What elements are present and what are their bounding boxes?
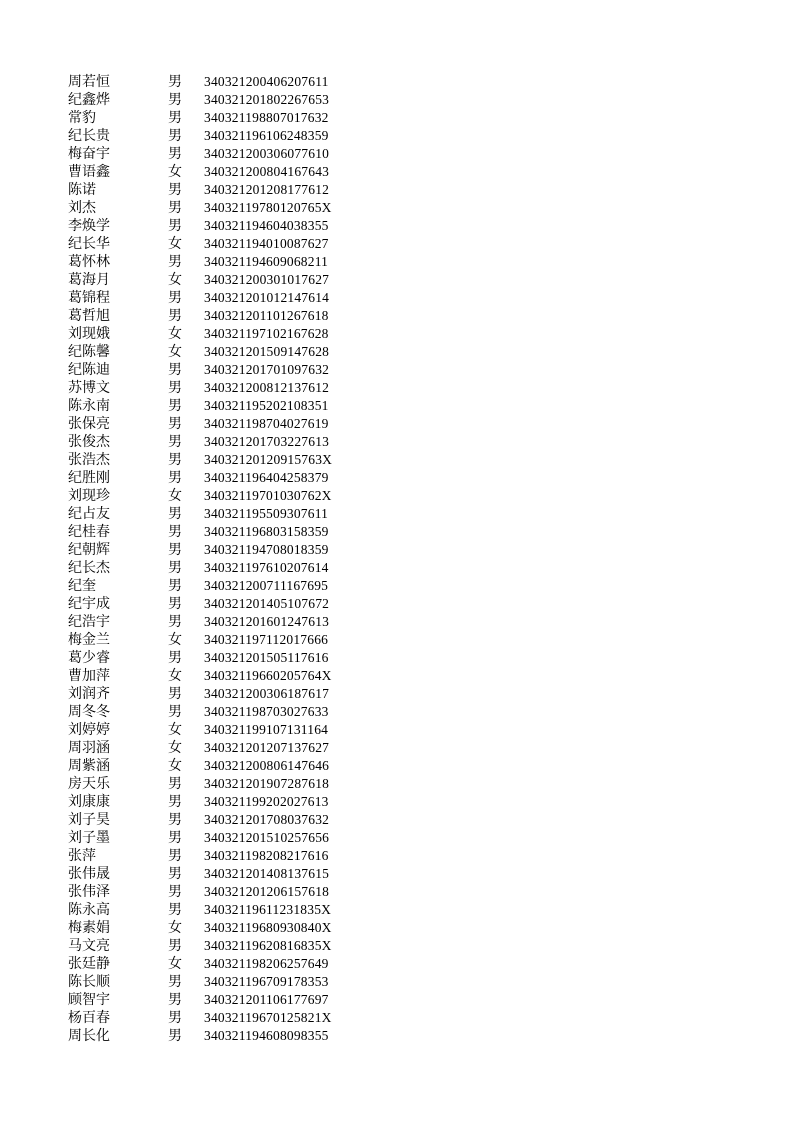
gender-cell: 女 — [168, 740, 182, 756]
gender-cell: 男 — [168, 596, 182, 612]
gender-cell: 男 — [168, 650, 182, 666]
id-number-cell: 340321195202108351 — [204, 398, 329, 413]
table-row — [68, 235, 388, 253]
name-cell: 陈诺 — [68, 182, 96, 198]
name-cell: 纪陈迪 — [68, 362, 110, 378]
table-row — [68, 379, 388, 397]
table-row — [68, 397, 388, 415]
id-number-cell: 340321201207137627 — [204, 740, 330, 755]
table-row — [68, 577, 388, 595]
table-row — [68, 343, 388, 361]
id-number-cell: 340321200806147646 — [204, 758, 330, 773]
id-number-cell: 340321200301017627 — [204, 272, 330, 287]
name-cell: 刘现娥 — [68, 326, 110, 342]
name-cell: 张伟晟 — [68, 866, 110, 882]
name-cell: 刘婷婷 — [68, 722, 110, 738]
table-row — [68, 649, 388, 667]
gender-cell: 女 — [168, 326, 182, 342]
id-number-cell: 340321201106177697 — [204, 992, 329, 1007]
id-number-cell: 340321201703227613 — [204, 434, 330, 449]
gender-cell: 男 — [168, 380, 182, 396]
name-cell: 张浩杰 — [68, 452, 110, 468]
name-cell: 纪占友 — [68, 506, 110, 522]
gender-cell: 女 — [168, 236, 182, 252]
name-cell: 周紫涵 — [68, 758, 110, 774]
name-cell: 纪陈馨 — [68, 344, 110, 360]
gender-cell: 男 — [168, 200, 182, 216]
id-number-cell: 34032119611231835X — [204, 902, 332, 917]
id-number-cell: 34032119620816835X — [204, 938, 332, 953]
id-number-cell: 340321201907287618 — [204, 776, 330, 791]
name-cell: 房天乐 — [68, 776, 110, 792]
id-number-cell: 340321194608098355 — [204, 1028, 329, 1043]
gender-cell: 女 — [168, 758, 182, 774]
table-row — [68, 919, 388, 937]
table-row — [68, 73, 388, 91]
gender-cell: 男 — [168, 848, 182, 864]
id-number-cell: 340321200306187617 — [204, 686, 330, 701]
name-cell: 周长化 — [68, 1028, 110, 1044]
id-number-cell: 340321198807017632 — [204, 110, 329, 125]
name-cell: 刘子昊 — [68, 812, 110, 828]
id-number-cell: 340321200804167643 — [204, 164, 330, 179]
table-row — [68, 559, 388, 577]
table-row — [68, 253, 388, 271]
gender-cell: 男 — [168, 902, 182, 918]
table-row — [68, 883, 388, 901]
gender-cell: 男 — [168, 1010, 182, 1026]
id-number-cell: 34032119660205764X — [204, 668, 332, 683]
id-number-cell: 34032119670125821X — [204, 1010, 332, 1025]
id-number-cell: 340321196404258379 — [204, 470, 329, 485]
name-cell: 葛海月 — [68, 272, 110, 288]
id-number-cell: 340321201802267653 — [204, 92, 330, 107]
gender-cell: 男 — [168, 974, 182, 990]
gender-cell: 男 — [168, 686, 182, 702]
id-number-cell: 340321196709178353 — [204, 974, 329, 989]
gender-cell: 男 — [168, 992, 182, 1008]
id-number-cell: 34032119780120765X — [204, 200, 332, 215]
table-row — [68, 541, 388, 559]
table-row — [68, 613, 388, 631]
gender-cell: 男 — [168, 884, 182, 900]
id-number-cell: 340321201601247613 — [204, 614, 330, 629]
id-number-cell: 340321196106248359 — [204, 128, 329, 143]
table-row — [68, 775, 388, 793]
gender-cell: 男 — [168, 110, 182, 126]
name-cell: 张俊杰 — [68, 434, 110, 450]
name-cell: 纪浩宇 — [68, 614, 110, 630]
table-row — [68, 793, 388, 811]
name-cell: 纪桂春 — [68, 524, 110, 540]
id-number-cell: 340321200812137612 — [204, 380, 330, 395]
name-cell: 曹加萍 — [68, 668, 110, 684]
name-cell: 陈长顺 — [68, 974, 110, 990]
id-number-cell: 340321201101267618 — [204, 308, 329, 323]
table-row — [68, 937, 388, 955]
table-row — [68, 955, 388, 973]
gender-cell: 女 — [168, 344, 182, 360]
id-number-cell: 340321194708018359 — [204, 542, 329, 557]
table-row — [68, 991, 388, 1009]
id-number-cell: 340321196803158359 — [204, 524, 329, 539]
table-row — [68, 487, 388, 505]
name-cell: 葛怀林 — [68, 254, 110, 270]
table-row — [68, 181, 388, 199]
gender-cell: 女 — [168, 722, 182, 738]
name-cell: 李焕学 — [68, 218, 110, 234]
gender-cell: 女 — [168, 920, 182, 936]
name-cell: 纪朝辉 — [68, 542, 110, 558]
gender-cell: 男 — [168, 866, 182, 882]
table-row — [68, 721, 388, 739]
table-row — [68, 523, 388, 541]
name-cell: 张伟泽 — [68, 884, 110, 900]
id-number-cell: 340321200711167695 — [204, 578, 329, 593]
name-cell: 周若恒 — [68, 74, 110, 90]
gender-cell: 男 — [168, 830, 182, 846]
name-cell: 葛锦程 — [68, 290, 110, 306]
table-row — [68, 91, 388, 109]
gender-cell: 男 — [168, 146, 182, 162]
gender-cell: 男 — [168, 218, 182, 234]
gender-cell: 女 — [168, 488, 182, 504]
name-cell: 张萍 — [68, 848, 96, 864]
gender-cell: 男 — [168, 92, 182, 108]
gender-cell: 男 — [168, 362, 182, 378]
gender-cell: 男 — [168, 434, 182, 450]
gender-cell: 男 — [168, 542, 182, 558]
name-cell: 周羽涵 — [68, 740, 110, 756]
id-number-cell: 340321194604038355 — [204, 218, 329, 233]
name-cell: 刘润齐 — [68, 686, 110, 702]
gender-cell: 男 — [168, 128, 182, 144]
name-cell: 杨百春 — [68, 1010, 110, 1026]
table-row — [68, 271, 388, 289]
roster-table — [68, 73, 388, 1045]
name-cell: 纪长贵 — [68, 128, 110, 144]
gender-cell: 男 — [168, 308, 182, 324]
name-cell: 刘康康 — [68, 794, 110, 810]
id-number-cell: 340321195509307611 — [204, 506, 329, 521]
id-number-cell: 340321201708037632 — [204, 812, 330, 827]
id-number-cell: 340321198704027619 — [204, 416, 329, 431]
gender-cell: 男 — [168, 938, 182, 954]
gender-cell: 女 — [168, 164, 182, 180]
name-cell: 陈永南 — [68, 398, 110, 414]
name-cell: 刘杰 — [68, 200, 96, 216]
id-number-cell: 340321201208177612 — [204, 182, 330, 197]
id-number-cell: 340321197112017666 — [204, 632, 329, 647]
id-number-cell: 340321201701097632 — [204, 362, 330, 377]
id-number-cell: 340321198208217616 — [204, 848, 329, 863]
table-row — [68, 703, 388, 721]
name-cell: 常豹 — [68, 110, 96, 126]
gender-cell: 女 — [168, 668, 182, 684]
table-row — [68, 667, 388, 685]
name-cell: 纪长杰 — [68, 560, 110, 576]
gender-cell: 男 — [168, 812, 182, 828]
id-number-cell: 340321201408137615 — [204, 866, 330, 881]
id-number-cell: 340321198206257649 — [204, 956, 329, 971]
name-cell: 刘子墨 — [68, 830, 110, 846]
name-cell: 梅金兰 — [68, 632, 110, 648]
gender-cell: 男 — [168, 254, 182, 270]
gender-cell: 男 — [168, 560, 182, 576]
name-cell: 顾智宇 — [68, 992, 110, 1008]
id-number-cell: 340321201510257656 — [204, 830, 330, 845]
table-row — [68, 505, 388, 523]
name-cell: 梅素娟 — [68, 920, 110, 936]
table-row — [68, 631, 388, 649]
gender-cell: 男 — [168, 452, 182, 468]
gender-cell: 男 — [168, 704, 182, 720]
table-row — [68, 361, 388, 379]
gender-cell: 女 — [168, 632, 182, 648]
table-row — [68, 865, 388, 883]
table-row — [68, 1009, 388, 1027]
table-row — [68, 1027, 388, 1045]
gender-cell: 男 — [168, 776, 182, 792]
gender-cell: 女 — [168, 272, 182, 288]
table-row — [68, 415, 388, 433]
name-cell: 纪长华 — [68, 236, 110, 252]
id-number-cell: 340321201509147628 — [204, 344, 330, 359]
table-row — [68, 127, 388, 145]
table-row — [68, 901, 388, 919]
gender-cell: 男 — [168, 398, 182, 414]
id-number-cell: 340321197610207614 — [204, 560, 329, 575]
name-cell: 曹语鑫 — [68, 164, 110, 180]
name-cell: 苏博文 — [68, 380, 110, 396]
table-row — [68, 469, 388, 487]
table-row — [68, 829, 388, 847]
table-row — [68, 325, 388, 343]
id-number-cell: 340321201505117616 — [204, 650, 329, 665]
gender-cell: 男 — [168, 74, 182, 90]
name-cell: 葛少睿 — [68, 650, 110, 666]
table-row — [68, 739, 388, 757]
table-row — [68, 199, 388, 217]
name-cell: 葛哲旭 — [68, 308, 110, 324]
gender-cell: 女 — [168, 956, 182, 972]
table-row — [68, 307, 388, 325]
id-number-cell: 340321197102167628 — [204, 326, 329, 341]
gender-cell: 男 — [168, 290, 182, 306]
name-cell: 陈永高 — [68, 902, 110, 918]
table-row — [68, 109, 388, 127]
id-number-cell: 340321198703027633 — [204, 704, 329, 719]
table-row — [68, 451, 388, 469]
name-cell: 纪胜刚 — [68, 470, 110, 486]
id-number-cell: 340321194010087627 — [204, 236, 329, 251]
table-row — [68, 685, 388, 703]
gender-cell: 男 — [168, 614, 182, 630]
gender-cell: 男 — [168, 578, 182, 594]
gender-cell: 男 — [168, 416, 182, 432]
table-row — [68, 289, 388, 307]
name-cell: 纪宇成 — [68, 596, 110, 612]
id-number-cell: 34032120120915763X — [204, 452, 333, 467]
name-cell: 纪鑫烨 — [68, 92, 110, 108]
name-cell: 张廷静 — [68, 956, 110, 972]
id-number-cell: 34032119680930840X — [204, 920, 332, 935]
id-number-cell: 340321200406207611 — [204, 74, 329, 89]
id-number-cell: 340321199202027613 — [204, 794, 329, 809]
gender-cell: 男 — [168, 524, 182, 540]
table-row — [68, 163, 388, 181]
gender-cell: 男 — [168, 1028, 182, 1044]
table-row — [68, 595, 388, 613]
id-number-cell: 340321200306077610 — [204, 146, 330, 161]
name-cell: 周冬冬 — [68, 704, 110, 720]
name-cell: 纪奎 — [68, 578, 96, 594]
table-row — [68, 847, 388, 865]
name-cell: 张保亮 — [68, 416, 110, 432]
id-number-cell: 340321201012147614 — [204, 290, 330, 305]
id-number-cell: 340321201206157618 — [204, 884, 330, 899]
table-row — [68, 757, 388, 775]
gender-cell: 男 — [168, 182, 182, 198]
id-number-cell: 340321199107131164 — [204, 722, 329, 737]
id-number-cell: 340321194609068211 — [204, 254, 329, 269]
name-cell: 马文亮 — [68, 938, 110, 954]
id-number-cell: 340321201405107672 — [204, 596, 330, 611]
id-number-cell: 34032119701030762X — [204, 488, 332, 503]
gender-cell: 男 — [168, 470, 182, 486]
table-row — [68, 811, 388, 829]
table-row — [68, 145, 388, 163]
table-row — [68, 973, 388, 991]
gender-cell: 男 — [168, 506, 182, 522]
name-cell: 刘现珍 — [68, 488, 110, 504]
table-row — [68, 217, 388, 235]
gender-cell: 男 — [168, 794, 182, 810]
table-row — [68, 433, 388, 451]
name-cell: 梅奋宇 — [68, 146, 110, 162]
